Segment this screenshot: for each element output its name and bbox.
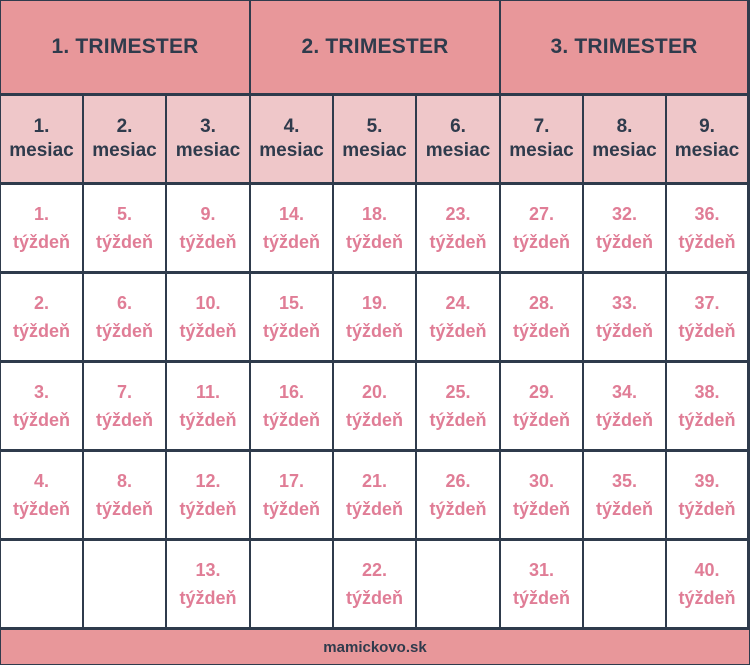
week-cell [1,452,82,538]
month-header-4 [251,96,332,182]
week-cell [667,185,747,271]
week-number: 27. [528,204,555,224]
week-cell [1,185,82,271]
week-cell [667,274,747,360]
week-cell [167,363,249,449]
week-number: 36. [694,204,720,224]
week-number: 7. [116,382,132,402]
week-number: 16. [278,382,305,402]
week-cell [334,541,415,627]
empty-cell [84,541,165,627]
week-cell [417,452,499,538]
week-cell [501,363,582,449]
trimester-header-2: 2. TRIMESTER [251,1,499,93]
month-number: 2. [116,116,133,137]
week-label: týždeň [678,410,736,430]
week-cell [417,185,499,271]
week-cell [501,541,582,627]
week-number: 25. [445,382,471,402]
week-number: 38. [694,382,720,402]
week-cell [251,185,332,271]
week-cell [84,363,165,449]
week-number: 30. [528,471,555,491]
week-cell [167,452,249,538]
week-label: týždeň [512,321,570,341]
month-label: mesiac [425,140,491,161]
month-number: 5. [366,116,383,137]
week-number: 19. [361,293,388,313]
month-number: 6. [450,116,466,137]
week-cell [334,363,415,449]
week-number: 4. [33,471,49,491]
week-number: 9. [200,204,216,224]
week-cell [334,185,415,271]
week-label: týždeň [345,321,403,341]
week-label: týždeň [429,499,487,519]
week-label: týždeň [179,232,237,252]
empty-cell [417,541,499,627]
month-number: 8. [616,116,633,137]
week-cell [417,274,499,360]
week-cell [167,185,249,271]
week-label: týždeň [95,499,153,519]
week-number: 1. [33,204,49,224]
week-number: 17. [278,471,305,491]
week-number: 24. [445,293,471,313]
month-number: 3. [200,116,216,137]
empty-cell [251,541,332,627]
week-cell [667,541,747,627]
week-cell [167,274,249,360]
week-label: týždeň [512,410,570,430]
week-number: 13. [195,560,221,580]
week-cell [584,274,665,360]
week-number: 6. [116,293,132,313]
week-label: týždeň [345,499,403,519]
week-number: 20. [361,382,388,402]
month-header-7 [501,96,582,182]
month-header-9 [667,96,747,182]
week-number: 8. [116,471,132,491]
week-label: týždeň [678,499,736,519]
week-label: týždeň [595,410,653,430]
week-label: týždeň [262,499,320,519]
week-label: týždeň [429,410,487,430]
footer-site-name: mamickovo.sk [1,630,749,664]
week-cell [84,185,165,271]
month-header-6 [417,96,499,182]
week-cell [334,452,415,538]
week-cell [584,452,665,538]
week-cell [501,452,582,538]
week-cell [251,274,332,360]
week-number: 33. [611,293,638,313]
month-number: 4. [283,116,300,137]
trimester-header-1: 1. TRIMESTER [1,1,249,93]
month-header-3 [167,96,249,182]
month-label: mesiac [259,140,324,161]
month-label: mesiac [92,140,157,161]
empty-cell [1,541,82,627]
week-cell [251,363,332,449]
week-number: 23. [445,204,471,224]
month-header-2 [84,96,165,182]
week-number: 5. [116,204,132,224]
week-label: týždeň [262,410,320,430]
week-number: 14. [278,204,305,224]
week-label: týždeň [179,588,237,608]
month-label: mesiac [342,140,407,161]
week-label: týždeň [262,232,320,252]
week-number: 32. [611,204,638,224]
week-label: týždeň [95,321,153,341]
week-label: týždeň [262,321,320,341]
week-cell [417,363,499,449]
week-cell [584,185,665,271]
week-cell [334,274,415,360]
week-label: týždeň [95,410,153,430]
week-label: týždeň [12,232,70,252]
week-number: 18. [361,204,388,224]
empty-cell [584,541,665,627]
week-label: týždeň [345,588,403,608]
week-number: 31. [528,560,555,580]
month-label: mesiac [674,140,740,161]
week-label: týždeň [678,232,736,252]
week-cell [667,452,747,538]
week-number: 15. [278,293,305,313]
week-cell [1,363,82,449]
week-cell [1,274,82,360]
week-cell [584,363,665,449]
week-label: týždeň [595,232,653,252]
week-number: 28. [528,293,555,313]
week-cell [84,274,165,360]
week-label: týždeň [179,410,237,430]
week-label: týždeň [595,321,653,341]
month-label: mesiac [592,140,657,161]
week-number: 37. [694,293,720,313]
week-cell [667,363,747,449]
week-label: týždeň [12,410,70,430]
week-label: týždeň [512,499,570,519]
month-number: 7. [533,116,550,137]
month-number: 9. [699,116,715,137]
week-number: 11. [195,382,221,402]
month-number: 1. [33,116,50,137]
month-label: mesiac [9,140,74,161]
week-cell [251,452,332,538]
week-number: 2. [33,293,49,313]
week-number: 40. [694,560,720,580]
week-number: 29. [528,382,555,402]
week-number: 3. [33,382,49,402]
week-label: týždeň [12,321,70,341]
month-header-1 [1,96,82,182]
week-number: 39. [694,471,720,491]
week-cell [167,541,249,627]
week-label: týždeň [12,499,70,519]
week-number: 21. [361,471,388,491]
week-label: týždeň [678,321,736,341]
week-number: 35. [611,471,638,491]
week-label: týždeň [595,499,653,519]
week-label: týždeň [345,232,403,252]
week-label: týždeň [678,588,736,608]
week-label: týždeň [429,321,487,341]
week-number: 26. [445,471,471,491]
week-number: 10. [195,293,221,313]
week-label: týždeň [345,410,403,430]
week-cell [501,185,582,271]
week-label: týždeň [95,232,153,252]
month-label: mesiac [509,140,574,161]
week-label: týždeň [179,321,237,341]
week-number: 12. [195,471,221,491]
week-number: 34. [611,382,638,402]
week-cell [84,452,165,538]
week-number: 22. [361,560,388,580]
trimester-header-3: 3. TRIMESTER [501,1,747,93]
week-label: týždeň [179,499,237,519]
month-label: mesiac [175,140,241,161]
week-label: týždeň [429,232,487,252]
week-cell [501,274,582,360]
month-header-8 [584,96,665,182]
week-label: týždeň [512,588,570,608]
week-label: týždeň [512,232,570,252]
month-header-5 [334,96,415,182]
